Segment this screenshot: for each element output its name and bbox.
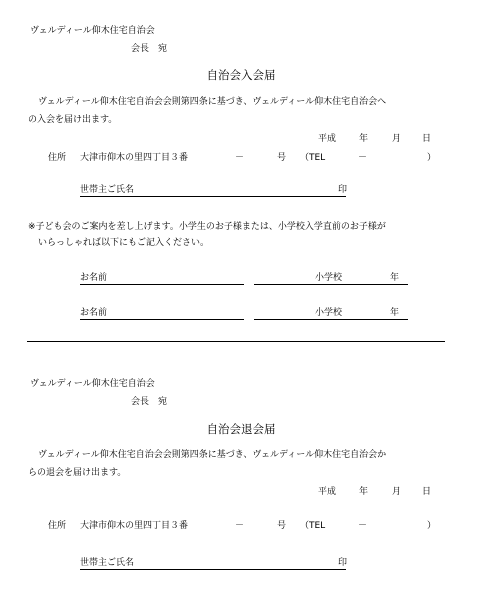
leave-addressee: 会長 宛	[131, 397, 168, 407]
child-name-line[interactable]	[80, 319, 244, 320]
child-name-label: お名前	[80, 273, 108, 283]
leave-householder-label: 世帯主ご氏名	[80, 558, 135, 568]
leave-date-day: 日	[422, 487, 432, 497]
join-address-value: 大津市仰木の里四丁目３番	[80, 153, 189, 163]
join-tel-close: ）	[427, 153, 437, 163]
join-address-number: 号	[277, 153, 287, 163]
leave-date-era: 平成	[318, 487, 337, 497]
leave-householder-line[interactable]	[80, 569, 346, 570]
join-tel-dash: －	[358, 153, 368, 163]
leave-tel-dash: －	[358, 521, 368, 531]
child-school-label: 小学校	[315, 308, 343, 318]
child-grade-label: 年	[390, 308, 400, 318]
join-children-note-line1: ※子ども会のご案内を差し上げます。小学生のお子様または、小学校入学直前のお子様が	[28, 222, 386, 232]
leave-title: 自治会退会届	[206, 422, 276, 436]
join-addressee: 会長 宛	[131, 44, 168, 54]
join-title: 自治会入会届	[206, 68, 276, 82]
leave-body-line2: らの退会を届け出ます。	[28, 468, 127, 478]
leave-tel-label: （TEL	[300, 521, 326, 531]
join-tel-label: （TEL	[300, 153, 326, 163]
child-name-label: お名前	[80, 308, 108, 318]
join-date-era: 平成	[318, 134, 337, 144]
leave-date-year: 年	[359, 487, 369, 497]
join-date-day: 日	[422, 134, 432, 144]
leave-address-dash: －	[235, 521, 245, 531]
leave-body-line1: ヴェルディール仰木住宅自治会会則第四条に基づき、ヴェルディール仰木住宅自治会か	[38, 450, 387, 460]
join-body-line1: ヴェルディール仰木住宅自治会会則第四条に基づき、ヴェルディール仰木住宅自治会へ	[38, 97, 387, 107]
leave-address-number: 号	[277, 521, 287, 531]
leave-tel-close: ）	[427, 521, 437, 531]
join-address-dash: －	[235, 153, 245, 163]
child-school-label: 小学校	[315, 273, 343, 283]
form-separator	[27, 341, 445, 342]
child-name-line[interactable]	[80, 284, 244, 285]
leave-address-value: 大津市仰木の里四丁目３番	[80, 521, 189, 531]
leave-seal: 印	[338, 558, 348, 568]
join-householder-label: 世帯主ご氏名	[80, 185, 135, 195]
join-body-line2: の入会を届け出ます。	[28, 115, 118, 125]
leave-org-name: ヴェルディール仰木住宅自治会	[30, 379, 155, 389]
join-date-year: 年	[359, 134, 369, 144]
join-org-name: ヴェルディール仰木住宅自治会	[30, 26, 155, 36]
join-children-note-line2: いらっしゃれば以下にもご記入ください。	[38, 238, 210, 248]
child-school-line[interactable]	[254, 284, 408, 285]
join-householder-line[interactable]	[80, 196, 346, 197]
join-seal: 印	[338, 185, 348, 195]
child-school-line[interactable]	[254, 319, 408, 320]
leave-address-label: 住所	[48, 521, 67, 531]
join-date-month: 月	[392, 134, 402, 144]
child-grade-label: 年	[390, 273, 400, 283]
leave-date-month: 月	[392, 487, 402, 497]
join-address-label: 住所	[48, 153, 67, 163]
